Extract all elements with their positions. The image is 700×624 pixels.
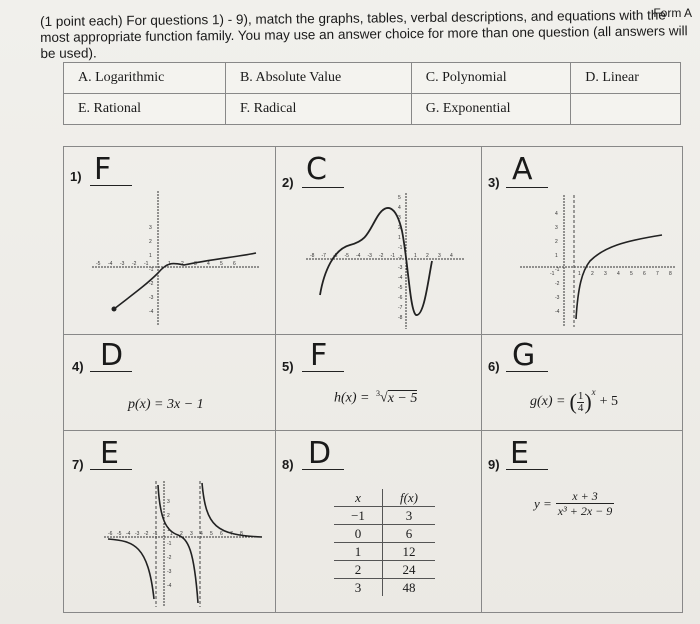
tick-label: -2 — [167, 555, 172, 561]
handwritten-answer: E — [100, 436, 119, 471]
equation-radical: h(x) = $^3$√x − 5 — [334, 389, 418, 406]
question-9-cell — [482, 431, 682, 612]
table-cell: 0 — [334, 525, 383, 543]
question-4-cell — [64, 335, 276, 431]
equation-linear: p(x) = 3x − 1 — [128, 397, 204, 412]
tick-label: 7 — [656, 271, 659, 277]
question-8-cell — [276, 431, 482, 612]
tick-label: 2 — [149, 239, 152, 245]
tick-label: -7 — [398, 305, 403, 311]
choice-polynomial: C. Polynomial — [411, 63, 570, 94]
table-header-fx: f(x) — [383, 489, 436, 507]
tick-label: -4 — [398, 275, 403, 281]
graph-polynomial — [306, 191, 466, 331]
table-cell: 3 — [383, 507, 436, 525]
handwritten-answer: D — [100, 338, 124, 373]
tick-label: 2 — [167, 513, 170, 519]
tick-label: -1 — [144, 261, 149, 267]
tick-label: 5 — [630, 271, 633, 277]
form-label: Form A — [653, 6, 692, 20]
tick-label: 3 — [604, 271, 607, 277]
choice-absolute-value: B. Absolute Value — [225, 63, 411, 94]
table-cell: 3 — [334, 579, 383, 597]
tick-label: -4 — [149, 309, 154, 315]
graph-rational — [104, 479, 264, 609]
tick-label: -1 — [153, 531, 158, 537]
tick-label: -7 — [321, 253, 326, 259]
handwritten-answer: F — [310, 338, 328, 373]
tick-label: -5 — [96, 261, 101, 267]
fraction-numerator: 1 — [577, 389, 584, 402]
tick-label: 8 — [669, 271, 672, 277]
tick-label: 3 — [190, 531, 193, 537]
tick-label: 1 — [414, 253, 417, 259]
handwritten-answer: C — [306, 152, 327, 187]
tick-label: -5 — [117, 531, 122, 537]
equation-lhs: y = — [534, 495, 552, 511]
graph-radical — [92, 187, 262, 327]
question-number: 6) — [488, 359, 500, 374]
function-table — [334, 489, 435, 596]
fraction-numerator: x + 3 — [572, 489, 598, 503]
tick-label: -1 — [149, 267, 154, 273]
question-number: 3) — [488, 175, 500, 190]
tick-label: -5 — [344, 253, 349, 259]
question-7-cell — [64, 431, 276, 612]
tick-label: 6 — [220, 531, 223, 537]
tick-label: 5 — [220, 261, 223, 267]
tick-label: 6 — [233, 261, 236, 267]
handwritten-answer: G — [512, 338, 536, 373]
tick-label: 5 — [210, 531, 213, 537]
answer-line — [302, 187, 344, 188]
tick-label: -2 — [144, 531, 149, 537]
tick-label: 3 — [438, 253, 441, 259]
question-5-cell — [276, 335, 482, 431]
tick-label: 4 — [398, 205, 401, 211]
tick-label: 3 — [149, 225, 152, 231]
fraction-denominator: 4 — [577, 401, 584, 414]
tick-label: 1 — [167, 527, 170, 533]
question-2-cell — [276, 147, 482, 335]
tick-label: 4 — [200, 531, 203, 537]
choice-rational: E. Rational — [64, 94, 226, 125]
tick-label: 1 — [149, 253, 152, 259]
equation-lhs: g(x) = — [530, 394, 566, 409]
question-number: 5) — [282, 359, 294, 374]
tick-label: -3 — [120, 261, 125, 267]
tick-label: 1 — [168, 261, 171, 267]
tick-label: -3 — [555, 295, 560, 301]
tick-label: -8 — [398, 315, 403, 321]
tick-label: 1 — [578, 271, 581, 277]
question-1-cell — [64, 147, 276, 335]
question-6-cell — [482, 335, 682, 431]
tick-label: 2 — [181, 261, 184, 267]
question-3-cell — [482, 147, 682, 335]
table-cell: 6 — [383, 525, 436, 543]
tick-label: 5 — [398, 195, 401, 201]
tick-label: -5 — [398, 285, 403, 291]
tick-label: 3 — [555, 225, 558, 231]
table-cell: 2 — [334, 561, 383, 579]
table-row — [334, 561, 435, 579]
table-cell: −1 — [334, 507, 383, 525]
choice-radical: F. Radical — [225, 94, 411, 125]
handwritten-answer: F — [94, 152, 112, 187]
tick-label: -3 — [367, 253, 372, 259]
tick-label: -6 — [333, 253, 338, 259]
tick-label: 2 — [180, 531, 183, 537]
tick-label: -3 — [135, 531, 140, 537]
tick-label: -3 — [167, 569, 172, 575]
instructions: (1 point each) For questions 1) - 9), match the graphs, tables, verbal descriptions, and equations with the most appropriate function family. You may use an answer choice for more than one question (all answers will be used). — [40, 7, 688, 61]
handwritten-answer: A — [512, 152, 533, 187]
tick-label: -4 — [167, 583, 172, 589]
question-number: 1) — [70, 169, 82, 184]
tick-label: -4 — [555, 309, 560, 315]
tick-label: 7 — [230, 531, 233, 537]
table-row — [334, 579, 435, 597]
handwritten-answer: E — [510, 436, 529, 471]
choice-logarithmic: A. Logarithmic — [64, 63, 226, 94]
tick-label: 2 — [555, 239, 558, 245]
fraction-denominator: x³ + 2x − 9 — [557, 504, 613, 518]
radicand: x − 5 — [387, 390, 418, 406]
tick-label: -2 — [398, 255, 403, 261]
tick-label: 1 — [555, 253, 558, 259]
tick-label: 4 — [450, 253, 453, 259]
tick-label: -6 — [108, 531, 113, 537]
tick-label: 2 — [591, 271, 594, 277]
tick-label: 2 — [426, 253, 429, 259]
root-index: 3 — [376, 389, 380, 398]
tick-label: -3 — [398, 265, 403, 271]
table-cell: 48 — [383, 579, 436, 597]
tick-label: -1 — [167, 541, 172, 547]
tick-label: -1 — [555, 267, 560, 273]
exponent: x — [591, 387, 596, 397]
equation-rational — [534, 489, 614, 518]
tick-label: 4 — [207, 261, 210, 267]
tick-label: -6 — [398, 295, 403, 301]
table-cell: 24 — [383, 561, 436, 579]
table-row — [334, 543, 435, 561]
tick-label: -1 — [390, 253, 395, 259]
tick-label: -4 — [108, 261, 113, 267]
tick-label: 4 — [617, 271, 620, 277]
choice-empty — [571, 94, 681, 125]
equation-lhs: h(x) = — [334, 390, 370, 406]
choice-exponential: G. Exponential — [411, 94, 570, 125]
question-number: 9) — [488, 457, 500, 472]
questions-grid — [63, 146, 683, 613]
tick-label: -3 — [149, 295, 154, 301]
question-number: 2) — [282, 175, 294, 190]
tick-label: 3 — [398, 215, 401, 221]
tick-label: 8 — [240, 531, 243, 537]
tick-label: -4 — [356, 253, 361, 259]
tick-label: -2 — [379, 253, 384, 259]
tick-label: 4 — [555, 211, 558, 217]
tick-label: 3 — [194, 261, 197, 267]
tick-label: -8 — [310, 253, 315, 259]
question-number: 4) — [72, 359, 84, 374]
tick-label: -2 — [555, 281, 560, 287]
table-row — [334, 507, 435, 525]
tick-label: -2 — [149, 281, 154, 287]
equation-exponential: g(x) = ( $\frac{1}{4}$ ) $^x$ + 5 — [530, 387, 619, 414]
choice-linear: D. Linear — [571, 63, 681, 94]
graph-logarithmic — [520, 191, 680, 331]
tick-label: 1 — [170, 531, 173, 537]
table-cell: 1 — [334, 543, 383, 561]
question-number: 7) — [72, 457, 84, 472]
handwritten-answer: D — [308, 436, 332, 471]
tick-label: 3 — [167, 499, 170, 505]
tick-label: -1 — [398, 245, 403, 251]
tick-label: 1 — [398, 235, 401, 241]
answer-choices-table — [63, 62, 681, 125]
tick-label: 2 — [398, 225, 401, 231]
tick-label: 6 — [643, 271, 646, 277]
table-header-x: x — [334, 489, 383, 507]
equation-rhs: + 5 — [599, 394, 619, 409]
answer-line — [506, 187, 548, 188]
table-row — [334, 525, 435, 543]
tick-label: -4 — [126, 531, 131, 537]
tick-label: -1 — [550, 271, 555, 277]
table-cell: 12 — [383, 543, 436, 561]
tick-label: -2 — [132, 261, 137, 267]
question-number: 8) — [282, 457, 294, 472]
